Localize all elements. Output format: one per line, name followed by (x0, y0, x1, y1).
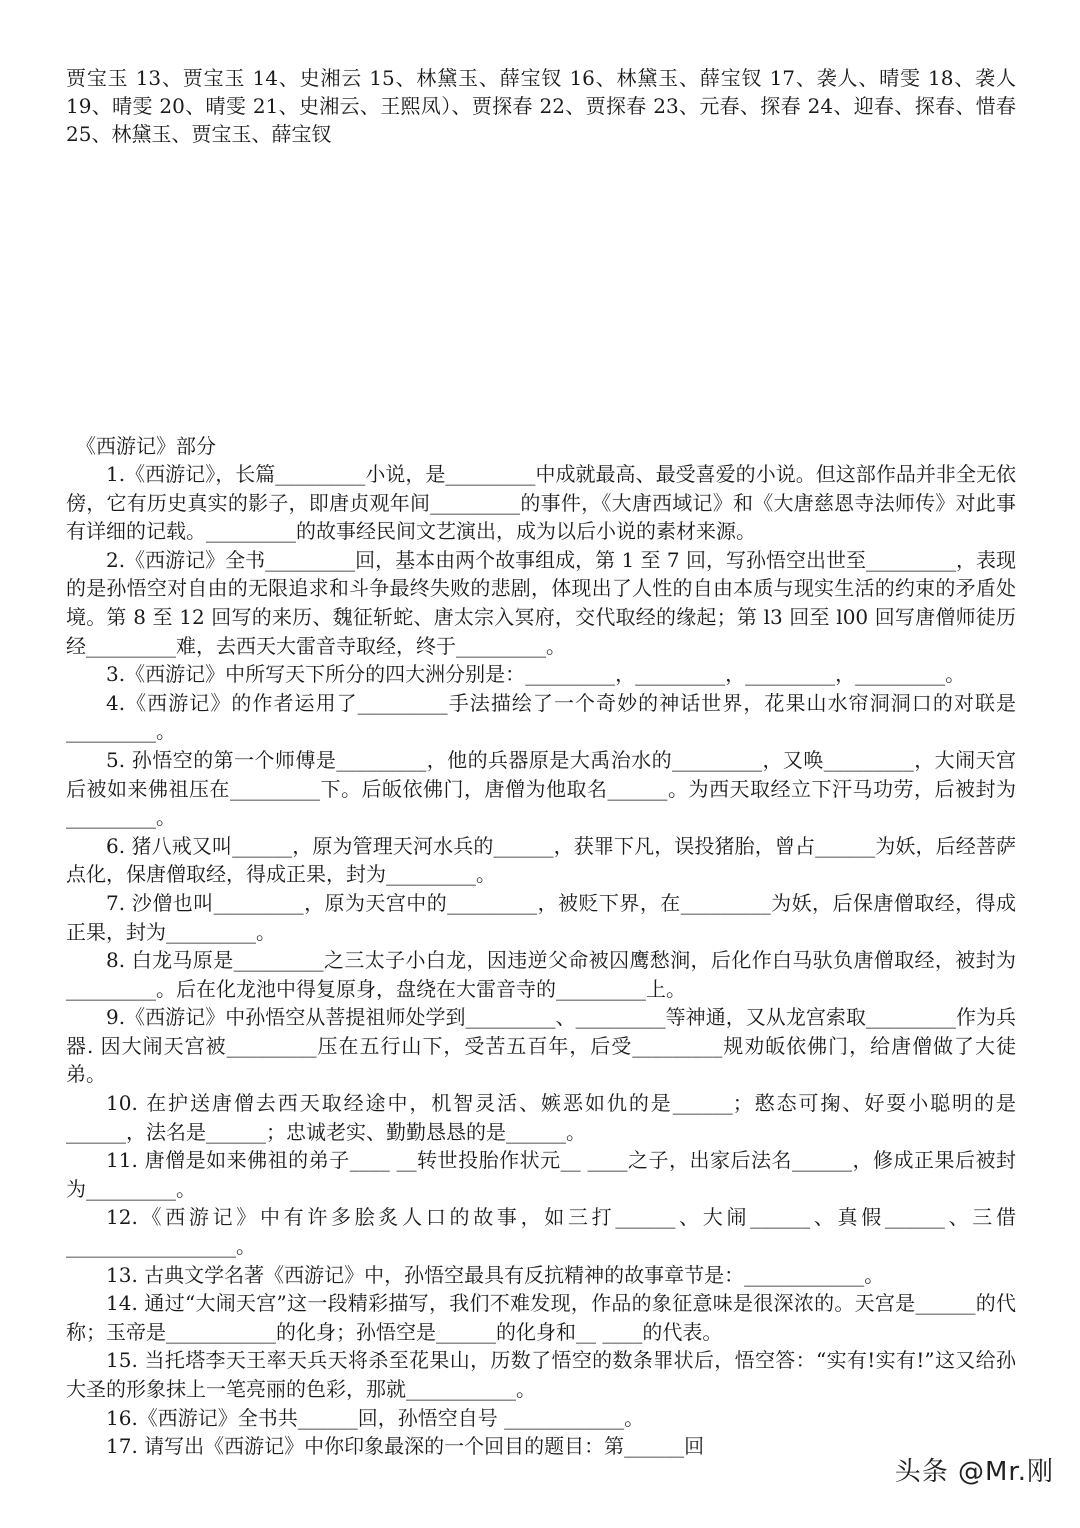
question-9: 9.《西游记》中孙悟空从菩提祖师处学到_________、_________等神通，又从龙宫索取_________作为兵器. 因大闹天宫被_________压在五行山下，受苦五百年，后受_________规劝皈依佛门，给唐僧做了大徒弟。 (66, 1005, 1016, 1087)
question-16: 16.《西游记》全书共______回，孙悟空自号 ____________。 (106, 1405, 645, 1430)
section-title: 《西游记》部分 (76, 434, 216, 458)
question-10: 10. 在护送唐僧去西天取经途中，机智灵活、嫉恶如仇的是______；憨态可掬、好耍小聪明的是______，法名是______；忠诚老实、勤勤恳恳的是______。 (66, 1091, 1016, 1144)
question-15: 15. 当托塔李天王率天兵天将杀至花果山，历数了悟空的数条罪状后，悟空答：“实有!实有!”这又给孙大圣的形象抹上一笔亮丽的色彩，那就___________。 (66, 1348, 1016, 1401)
answer-key-text: 贾宝玉 13、贾宝玉 14、史湘云 15、林黛玉、薛宝钗 16、林黛玉、薛宝钗 17、袭人、晴雯 18、袭人 19、晴雯 20、晴雯 21、史湘云、王熙凤）、贾探春 22、贾探春 23、元春、探春 24、迎春、探春、惜春 25、林黛玉、贾宝玉、薛宝钗 (66, 66, 1016, 146)
question-8: 8. 白龙马原是_________之三太子小白龙，因违逆父命被囚鹰愁涧，后化作白马驮负唐僧取经，被封为_________。后在化龙池中得复原身，盘绕在大雷音寺的_________上。 (66, 948, 1016, 1001)
question-6: 6. 猪八戒又叫______，原为管理天河水兵的______，获罪下凡，误投猪胎，曾占______为妖，后经菩萨点化，保唐僧取经，得成正果，封为_________。 (66, 833, 1016, 887)
question-7: 7. 沙僧也叫_________，原为天宫中的_________，被贬下界，在_________为妖，后保唐僧取经，得成正果，封为_________。 (66, 890, 1016, 944)
question-17: 17. 请写出《西游记》中你印象最深的一个回目的题目：第______回 (106, 1434, 705, 1459)
question-3: 3.《西游记》中所写天下所分的四大洲分别是：_________，_________，_________，_________。 (106, 662, 966, 687)
question-14: 14. 通过“大闹天宫”这一段精彩描写，我们不难发现，作品的象征意味是很深浓的。天宫是______的代称；玉帝是___________的化身；孙悟空是______的化身和__ ____的代表。 (66, 1291, 1016, 1344)
watermark: 头条 @Mr.刚 (894, 1457, 1054, 1487)
question-1: 1.《西游记》，长篇_________小说，是_________中成就最高、最受喜爱的小说。但这部作品并非全无依傍，它有历史真实的影子，即唐贞观年间_________的事件，《大唐西域记》和《大唐慈恩寺法师传》对此事有详细的记载。_________的故事经民间文艺演出，成为以后小说的素材来源。 (66, 462, 1016, 544)
journey-to-the-west-section (66, 432, 1016, 1461)
question-13: 13. 古典文学名著《西游记》中，孙悟空最具有反抗精神的故事章节是：____________。 (106, 1262, 885, 1287)
question-2: 2.《西游记》全书_________回，基本由两个故事组成，第 1 至 7 回，写孙悟空出世至_________，表现的是孙悟空对自由的无限追求和斗争最终失败的悲剧，体现出了人性的自由本质与现实生活的约束的矛盾处境。第 8 至 12 回写的来历、魏征斩蛇、唐太宗入冥府，交代取经的缘起；第 l3 回至 l00 回写唐僧师徒历经_________难，去西天大雷音寺取经，终于_________。 (66, 547, 1016, 658)
question-12: 12.《西游记》中有许多脍炙人口的故事，如三打______、大闹______、真假______、三借_________________。 (66, 1205, 1016, 1259)
question-4: 4.《西游记》的作者运用了_________手法描绘了一个奇妙的神话世界，花果山水帘洞洞口的对联是_________。 (66, 690, 1016, 744)
question-11: 11. 唐僧是如来佛祖的弟子____ __转世投胎作状元__ ____之子，出家后法名______，修成正果后被封为_________。 (66, 1148, 1016, 1201)
question-5: 5. 孙悟空的第一个师傅是_________，他的兵器原是大禹治水的_________，又唤_________，大闹天宫后被如来佛祖压在_________下。后皈依佛门，唐僧为他取名______。为西天取经立下汗马功劳，后被封为_________。 (66, 747, 1016, 830)
